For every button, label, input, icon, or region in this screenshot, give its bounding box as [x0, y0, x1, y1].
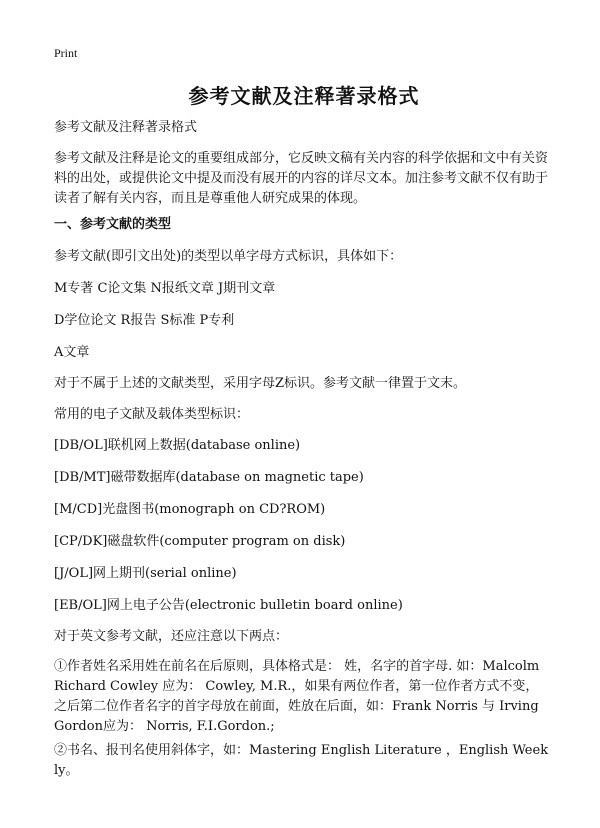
intro-paragraph: 参考文献及注释是论文的重要组成部分，它反映文稿有关内容的科学依据和文中有关资料的出处，或提供论文中提及而没有展开的内容的详尽文本。加注参考文献不仅有助于读者了解有关内容，而且是尊重他人研究成果的体现。 — [54, 151, 549, 206]
media-intro: 常用的电子文献及载体类型标识： — [54, 407, 250, 422]
point-two: ②书名、报刊名使用斜体字，如：Mastering English Literature ，English Weekly。 — [54, 743, 549, 778]
document-page — [54, 0, 554, 828]
section-heading: 一、参考文献的类型 — [54, 217, 172, 232]
types-intro: 参考文献(即引文出处)的类型以单字母方式标识，具体如下： — [54, 249, 403, 264]
types-line: M专著 C论文集 N报纸文章 J期刊文章 — [54, 281, 276, 296]
media-item: [DB/MT]磁带数据库(database on magnetic tape) — [54, 470, 364, 485]
media-item: [M/CD]光盘图书(monograph on CD?ROM) — [54, 502, 326, 517]
types-line: D学位论文 R报告 S标准 P专利 — [54, 313, 235, 328]
print-label: Print — [54, 46, 78, 60]
english-intro: 对于英文参考文献，还应注意以下两点： — [54, 629, 289, 644]
media-item: [DB/OL]联机网上数据(database online) — [54, 438, 301, 453]
document-title: 参考文献及注释著录格式 — [188, 84, 420, 108]
document-subtitle: 参考文献及注释著录格式 — [54, 120, 198, 135]
other-types-paragraph: 对于不属于上述的文献类型，采用字母Z标识。参考文献一律置于文末。 — [54, 376, 467, 391]
media-item: [J/OL]网上期刊(serial online) — [54, 566, 237, 581]
point-one: ①作者姓名采用姓在前名在后原则，具体格式是： 姓，名字的首字母. 如：Malcolm Richard Cowley 应为： Cowley, M.R.，如果有两位作者，第一位作者方式不变，之后第二位作者名字的首字母放在前面，姓放在后面，如：Frank Norris 与 Irving Gordon应为： Norris, F.I.Gordon.; — [54, 659, 540, 734]
types-line: A文章 — [54, 345, 90, 360]
media-item: [CP/DK]磁盘软件(computer program on disk) — [54, 534, 346, 549]
media-item: [EB/OL]网上电子公告(electronic bulletin board online) — [54, 598, 403, 613]
